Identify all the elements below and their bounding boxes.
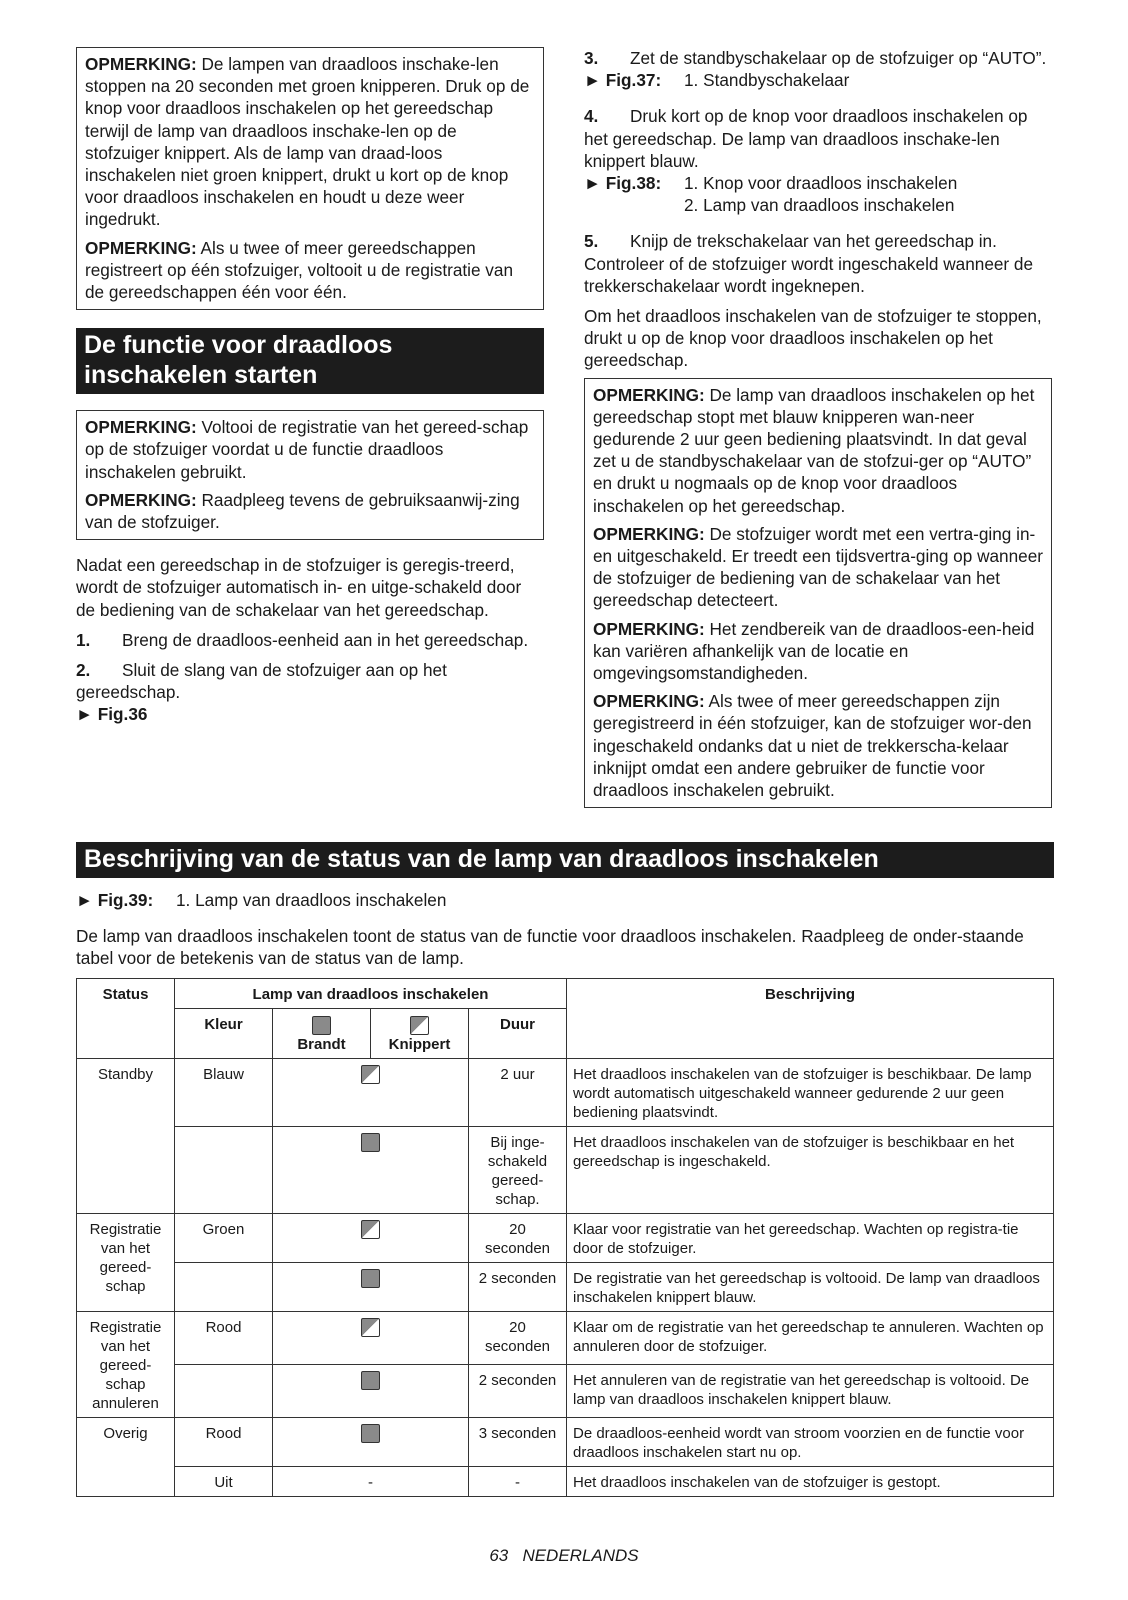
table-body [77, 1058, 1054, 1496]
beschrijving-cell: De registratie van het gereedschap is voltooid. De lamp van draadloos inschakelen knippert blauw. [567, 1262, 1054, 1311]
lamp-on-icon [312, 1016, 331, 1035]
kleur-cell [175, 1262, 273, 1311]
duur-cell: 20 seconden [469, 1311, 567, 1364]
status-cell: Standby [77, 1058, 175, 1213]
table-row [77, 1213, 1054, 1262]
header-duur: Duur [469, 1009, 567, 1059]
figure-reference: ► Fig.38: 1. Knop voor draadloos inschakelen 2. Lamp van draadloos inschakelen [584, 173, 958, 216]
note: OPMERKING: De stofzuiger wordt met een vertra-ging in- en uitgeschakeld. Er treedt een tijdsvertra-ging op wanneer de stofzuiger de bediening van de schakelaar van het gereedschap detecteert. [593, 523, 1044, 611]
right-column [584, 47, 1052, 808]
note: OPMERKING: De lampen van draadloos inschake-len stoppen na 20 seconden met groen knipperen. Druk op de knop voor draadloos inschakelen op het gereedschap terwijl de lamp van draadloos inschake-len op de stofzuiger knippert. Als de lamp van draad-loos inschakelen niet groen knippert, drukt u kort op de knop voor draadloos inschakelen en houdt u deze weer ingedrukt. [85, 54, 530, 230]
figure-reference: ► Fig.39: 1. Lamp van draadloos inschakelen [76, 890, 447, 910]
lamp-on-icon [361, 1424, 380, 1443]
section-heading: De functie voor draadloos inschakelen starten [76, 328, 544, 394]
header-lamp: Lamp van draadloos inschakelen [175, 979, 567, 1009]
lamp-blink-icon [361, 1065, 380, 1084]
kleur-cell: Uit [175, 1466, 273, 1496]
note: OPMERKING: Voltooi de registratie van het gereed-schap op de stofzuiger voordat u de functie draadloos inschakelen gebruikt. [85, 417, 529, 482]
lamp-cell [273, 1126, 469, 1213]
lamp-cell [273, 1364, 469, 1417]
note: OPMERKING: De lamp van draadloos inschakelen op het gereedschap stopt met blauw knipperen wan-neer gedurende 2 uur geen bediening plaatsvindt. In dat geval zet u de standbyschakelaar van de stofzui-ger op “AUTO” en drukt u nogmaals op de knop voor draadloos inschakelen op het gereedschap. [593, 384, 1035, 516]
status-cell: Registratie van het gereed-schap [77, 1213, 175, 1311]
lamp-cell [273, 1262, 469, 1311]
lamp-on-icon [361, 1269, 380, 1288]
note-box-start [76, 410, 544, 540]
figure-reference: ► Fig.37: 1. Standbyschakelaar [584, 70, 850, 91]
duur-cell: 2 uur [469, 1058, 567, 1126]
duur-cell: 2 seconden [469, 1364, 567, 1417]
kleur-cell: Rood [175, 1417, 273, 1466]
lamp-blink-icon [361, 1220, 380, 1239]
lamp-cell [273, 1213, 469, 1262]
status-cell: Overig [77, 1417, 175, 1496]
step-2: 2. Sluit de slang van de stofzuiger aan op het gereedschap. [76, 660, 447, 703]
header-brandt: Brandt [273, 1009, 371, 1059]
lamp-blink-icon [410, 1016, 429, 1035]
left-column [76, 47, 544, 726]
figure-reference: ► Fig.36 [76, 704, 148, 725]
note: OPMERKING: Als twee of meer gereedschappen zijn geregistreerd in één stofzuiger, kan de stofzuiger wor-den ingeschakeld ondanks dat u niet de trekkerscha-kelaar inknijpt omdat een andere gebruiker de functie voor draadloos inschakelen gebruikt. [593, 691, 1032, 801]
note: OPMERKING: Als u twee of meer gereedschappen registreert op één stofzuiger, voltooit u de registratie van de gereedschappen één voor één. [85, 237, 514, 303]
step-4: 4. Druk kort op de knop voor draadloos inschakelen op het gereedschap. De lamp van draadloos inschake-len knippert blauw. [584, 106, 1028, 171]
beschrijving-cell: Het draadloos inschakelen van de stofzuiger is beschikbaar en het gereedschap is ingeschakeld. [567, 1126, 1054, 1213]
lamp-status-table [76, 978, 1054, 1497]
note-box-behaviour [584, 378, 1052, 809]
kleur-cell: Blauw [175, 1058, 273, 1126]
table-intro: De lamp van draadloos inschakelen toont de status van de functie voor draadloos inschakelen. Raadpleeg de onder-staande tabel voor de betekenis van de status van de lamp. [76, 926, 1024, 969]
stop-paragraph: Om het draadloos inschakelen van de stofzuiger te stoppen, drukt u op de knop voor draadloos inschakelen op het gereedschap. [584, 306, 1042, 371]
header-beschrijving: Beschrijving [567, 979, 1054, 1059]
table-row [77, 1262, 1054, 1311]
kleur-cell [175, 1126, 273, 1213]
beschrijving-cell: Het annuleren van de registratie van het gereedschap is voltooid. De lamp van draadloos inschakelen knippert blauw. [567, 1364, 1054, 1417]
intro-paragraph: Nadat een gereedschap in de stofzuiger is geregis-treerd, wordt de stofzuiger automatisch in- en uitge-schakeld door de bediening van de schakelaar van het gereedschap. [76, 555, 522, 620]
status-section-heading: Beschrijving van de status van de lamp van draadloos inschakelen [76, 842, 1054, 878]
header-knippert: Knippert [371, 1009, 469, 1059]
lamp-cell [273, 1058, 469, 1126]
kleur-cell [175, 1364, 273, 1417]
lamp-cell: - [273, 1466, 469, 1496]
table-row [77, 1058, 1054, 1126]
page-footer [0, 1546, 1128, 1566]
duur-cell: 2 seconden [469, 1262, 567, 1311]
step-3: 3. Zet de standbyschakelaar op de stofzuiger op “AUTO”. [584, 48, 1047, 68]
page-number: 63 [489, 1546, 509, 1565]
note-box-registration [76, 47, 544, 310]
duur-cell: Bij inge-schakeld gereed-schap. [469, 1126, 567, 1213]
lamp-on-icon [361, 1133, 380, 1152]
kleur-cell: Groen [175, 1213, 273, 1262]
header-status: Status [77, 979, 175, 1059]
duur-cell: 20 seconden [469, 1213, 567, 1262]
beschrijving-cell: Klaar voor registratie van het gereedschap. Wachten op registra-tie door de stofzuiger. [567, 1213, 1054, 1262]
beschrijving-cell: Klaar om de registratie van het gereedschap te annuleren. Wachten op annuleren door de stofzuiger. [567, 1311, 1054, 1364]
header-kleur: Kleur [175, 1009, 273, 1059]
footer-language: NEDERLANDS [522, 1546, 639, 1565]
step-1: 1. Breng de draadloos-eenheid aan in het gereedschap. [76, 629, 529, 650]
status-cell: Registratie van het gereed-schap annuleren [77, 1311, 175, 1417]
duur-cell: - [469, 1466, 567, 1496]
table-row [77, 1126, 1054, 1213]
beschrijving-cell: De draadloos-eenheid wordt van stroom voorzien en de functie voor draadloos inschakelen start nu op. [567, 1417, 1054, 1466]
note: OPMERKING: Het zendbereik van de draadloos-een-heid kan variëren afhankelijk van de locatie en omgevingsomstandigheden. [593, 618, 1035, 684]
lamp-blink-icon [361, 1318, 380, 1337]
lamp-on-icon [361, 1371, 380, 1390]
table-row [77, 1417, 1054, 1466]
note: OPMERKING: Raadpleeg tevens de gebruiksaanwij-zing van de stofzuiger. [85, 489, 520, 533]
step-5: 5. Knijp de trekschakelaar van het gereedschap in. Controleer of de stofzuiger wordt ingeschakeld wanneer de trekkerschakelaar wordt ingeknepen. [584, 231, 1034, 296]
kleur-cell: Rood [175, 1311, 273, 1364]
beschrijving-cell: Het draadloos inschakelen van de stofzuiger is beschikbaar. De lamp wordt automatisch uitgeschakeld wanneer gedurende 2 uur geen bediening plaatsvindt. [567, 1058, 1054, 1126]
table-row [77, 1466, 1054, 1496]
beschrijving-cell: Het draadloos inschakelen van de stofzuiger is gestopt. [567, 1466, 1054, 1496]
table-header-row [77, 979, 1054, 1009]
lamp-cell [273, 1417, 469, 1466]
table-row [77, 1364, 1054, 1417]
duur-cell: 3 seconden [469, 1417, 567, 1466]
table-row [77, 1311, 1054, 1364]
lamp-cell [273, 1311, 469, 1364]
